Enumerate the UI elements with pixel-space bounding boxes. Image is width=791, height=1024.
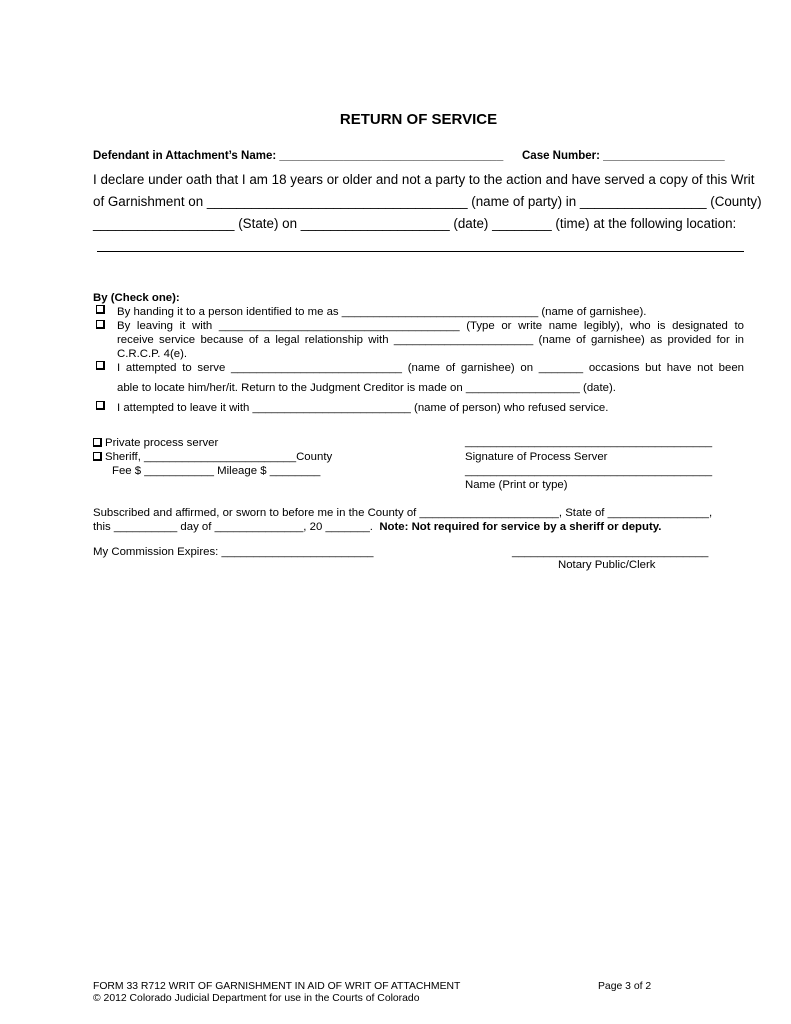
footer-form-id: FORM 33 R712 WRIT OF GARNISHMENT IN AID OF WRIT OF ATTACHMENT bbox=[93, 981, 461, 992]
notary-date-text: this __________ day of ______________, 20 _______. bbox=[93, 521, 373, 533]
option-refused-text: I attempted to leave it with _________________________ (name of person) who refused service. bbox=[117, 402, 609, 414]
checkbox-sheriff[interactable] bbox=[93, 452, 102, 461]
fee-mileage-line[interactable]: Fee $ ___________ Mileage $ ________ bbox=[112, 465, 321, 477]
option-leaving-line-1: By leaving it with ______________________________________ (Type or write name legibly), who is designated to bbox=[117, 320, 744, 332]
notary-line-2[interactable] bbox=[93, 521, 661, 533]
defendant-name-field[interactable]: Defendant in Attachment’s Name: ___________________________________ bbox=[93, 150, 504, 162]
commission-expires-field[interactable]: My Commission Expires: ________________________ bbox=[93, 546, 374, 558]
notary-label: Notary Public/Clerk bbox=[558, 559, 656, 571]
notary-note: Note: Not required for service by a sheriff or deputy. bbox=[379, 521, 662, 533]
private-server-option[interactable] bbox=[93, 437, 218, 449]
notary-signature-line[interactable]: _______________________________ bbox=[512, 546, 709, 558]
declaration-line-1: I declare under oath that I am 18 years or older and not a party to the action and have served a copy of this Writ bbox=[93, 172, 755, 187]
checkbox-private-server[interactable] bbox=[93, 438, 102, 447]
signature-line[interactable]: _______________________________________ bbox=[465, 436, 713, 448]
option-attempted-line-1: I attempted to serve ___________________________ (name of garnishee) on _______ occasions but have not been bbox=[117, 362, 744, 374]
checkbox-attempted-serve[interactable] bbox=[96, 361, 105, 370]
case-number-field[interactable]: Case Number: ___________________ bbox=[522, 150, 725, 162]
option-handing-text: By handing it to a person identified to me as _______________________________ (name of garnishee). bbox=[117, 306, 647, 318]
page-title: RETURN OF SERVICE bbox=[339, 111, 498, 128]
footer-page-number: Page 3 of 2 bbox=[598, 981, 652, 992]
sheriff-label: Sheriff, ________________________County bbox=[105, 451, 333, 463]
private-server-label: Private process server bbox=[105, 437, 219, 449]
footer-copyright: © 2012 Colorado Judicial Department for use in the Courts of Colorado bbox=[93, 993, 420, 1004]
declaration-line-3[interactable]: ___________________ (State) on ____________________ (date) ________ (time) at the following location: bbox=[93, 216, 737, 231]
check-one-heading: By (Check one): bbox=[93, 292, 180, 304]
checkbox-leaving[interactable] bbox=[96, 320, 105, 329]
declaration-line-2[interactable]: of Garnishment on ___________________________________ (name of party) in _________________ (County) bbox=[93, 194, 762, 209]
option-leaving-line-3: C.R.C.P. 4(e). bbox=[117, 348, 188, 360]
option-leaving-line-2: receive service because of a legal relationship with ______________________ (name of garnishee) as provided for in bbox=[117, 334, 744, 346]
checkbox-refused[interactable] bbox=[96, 401, 105, 410]
signature-label: Signature of Process Server bbox=[465, 451, 608, 463]
option-attempted-line-2: able to locate him/her/it. Return to the Judgment Creditor is made on __________________ (date). bbox=[117, 382, 616, 394]
location-line[interactable] bbox=[97, 251, 744, 252]
name-label: Name (Print or type) bbox=[465, 479, 568, 491]
checkbox-handing[interactable] bbox=[96, 305, 105, 314]
notary-line-1[interactable]: Subscribed and affirmed, or sworn to before me in the County of ______________________, State of ________________, bbox=[93, 507, 713, 519]
sheriff-option[interactable] bbox=[93, 451, 332, 463]
name-line[interactable]: _______________________________________ bbox=[465, 465, 713, 477]
